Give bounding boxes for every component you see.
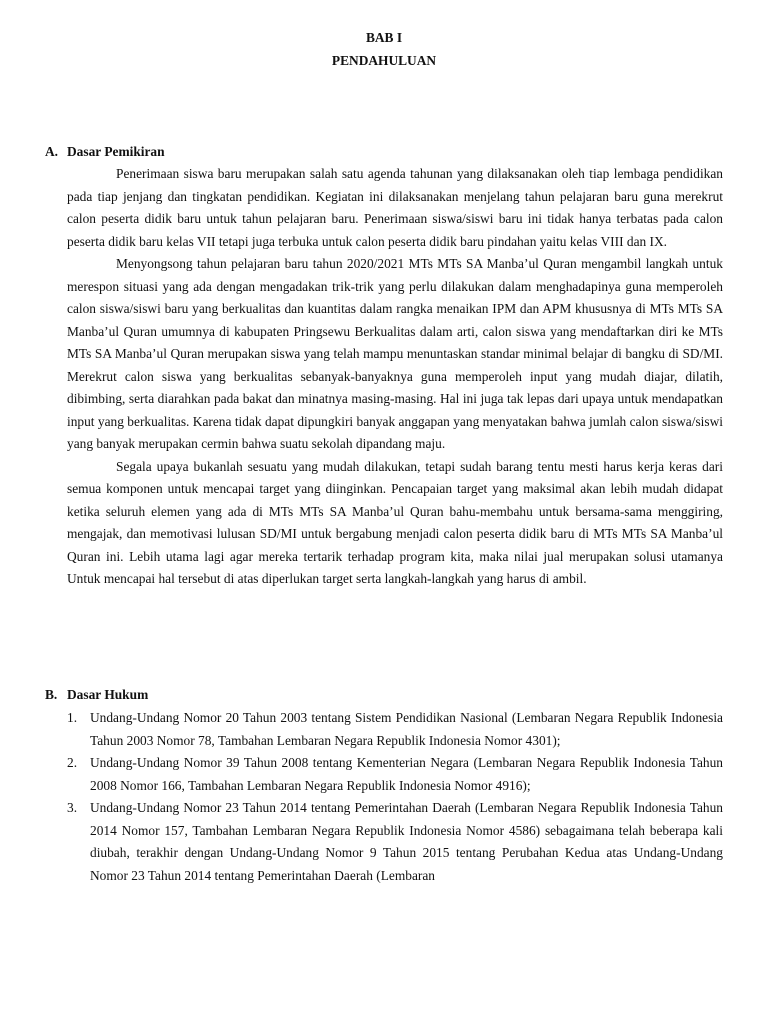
legal-basis-list [67, 707, 723, 887]
list-item-number: 1. [67, 710, 78, 725]
list-item-text: Undang-Undang Nomor 20 Tahun 2003 tentang Sistem Pendidikan Nasional (Lembaran Negara Republik Indonesia Tahun 2003 Nomor 78, Tambahan Lembaran Negara Republik Indonesia Nomor 4301); [90, 710, 723, 748]
section-a-paragraph: Segala upaya bukanlah sesuatu yang mudah dilakukan, tetapi sudah barang tentu mesti harus kerja keras dari semua komponen untuk mencapai target yang diinginkan. Pencapaian target yang maksimal akan lebih mudah didapat ketika seluruh elemen yang ada di MTs MTs SA Manba’ul Quran bahu-membahu untuk bersama-sama menggiring, mengajak, dan memotivasi lulusan SD/MI untuk bergabung menjadi calon peserta didik baru di MTs MTs SA Manba’ul Quran ini. Lebih utama lagi agar mereka tertarik terhadap program kita, maka nilai jual merupakan solusi utamanya Untuk mencapai hal tersebut di atas diperlukan target serta langkah-langkah yang harus di ambil. [67, 458, 723, 586]
section-b-title: Dasar Hukum [67, 687, 149, 702]
section-a-letter: A. [45, 144, 59, 159]
list-item [67, 707, 723, 752]
section-a-title: Dasar Pemikiran [67, 144, 165, 159]
section-a-paragraph: Menyongsong tahun pelajaran baru tahun 2020/2021 MTs MTs SA Manba’ul Quran mengambil langkah untuk merespon situasi yang ada dengan mengadakan trik-trik yang perlu dilakukan dalam menghadapinya guna memperoleh calon siswa/siswi baru yang berkualitas dan kuantitas dalam rangka menaikan IPM dan APM khususnya di MTs MTs SA Manba’ul Quran umumnya di kabupaten Pringsewu Berkualitas dalam arti, calon siswa yang mendaftarkan diri ke MTs MTs SA Manba’ul Quran merupakan siswa yang telah mampu menuntaskan standar minimal belajar di bangku di SD/MI. Merekrut calon siswa yang berkualitas sebanyak-banyaknya guna memperoleh input yang mudah diajar, dilatih, dibimbing, serta diarahkan pada bakat dan minatnya masing-masing. Hal ini juga tak lepas dari upaya untuk mendapatkan input yang berkualitas. Karena tidak dapat dipungkiri banyak anggapan yang menyatakan bahwa jumlah calon siswa/siswi yang banyak merupakan cermin bahwa suatu sekolah dipandang maju. [67, 256, 723, 451]
list-item-number: 2. [67, 755, 78, 770]
chapter-heading: BAB I [365, 30, 403, 45]
list-item-text: Undang-Undang Nomor 39 Tahun 2008 tentang Kementerian Negara (Lembaran Negara Republik Indonesia Tahun 2008 Nomor 166, Tambahan Lembaran Negara Republik Indonesia Nomor 4916); [90, 755, 723, 793]
list-item-text: Undang-Undang Nomor 23 Tahun 2014 tentang Pemerintahan Daerah (Lembaran Negara Republik Indonesia Tahun 2014 Nomor 157, Tambahan Lembaran Negara Republik Indonesia Nomor 4586) sebagaimana telah beberapa kali diubah, terakhir dengan Undang-Undang Nomor 9 Tahun 2015 tentang Perubahan Kedua atas Undang-Undang Nomor 23 Tahun 2014 tentang Pemerintahan Daerah (Lembaran [90, 800, 723, 883]
chapter-title: PENDAHULUAN [331, 53, 437, 68]
section-a-body [67, 163, 723, 591]
section-a-paragraph: Penerimaan siswa baru merupakan salah satu agenda tahunan yang dilaksanakan oleh tiap lembaga pendidikan pada tiap jenjang dan tingkatan pendidikan. Kegiatan ini dilaksanakan menjelang tahun pelajaran baru guna merekrut calon peserta didik baru untuk tahun pelajaran baru. Penerimaan siswa/siswi baru ini tidak hanya terbatas pada calon peserta didik baru kelas VII tetapi juga terbuka untuk calon peserta didik baru pindahan yaitu kelas VIII dan IX. [67, 166, 723, 249]
list-item-number: 3. [67, 800, 78, 815]
list-item [67, 797, 723, 887]
list-item [67, 752, 723, 797]
section-b-letter: B. [45, 687, 58, 702]
